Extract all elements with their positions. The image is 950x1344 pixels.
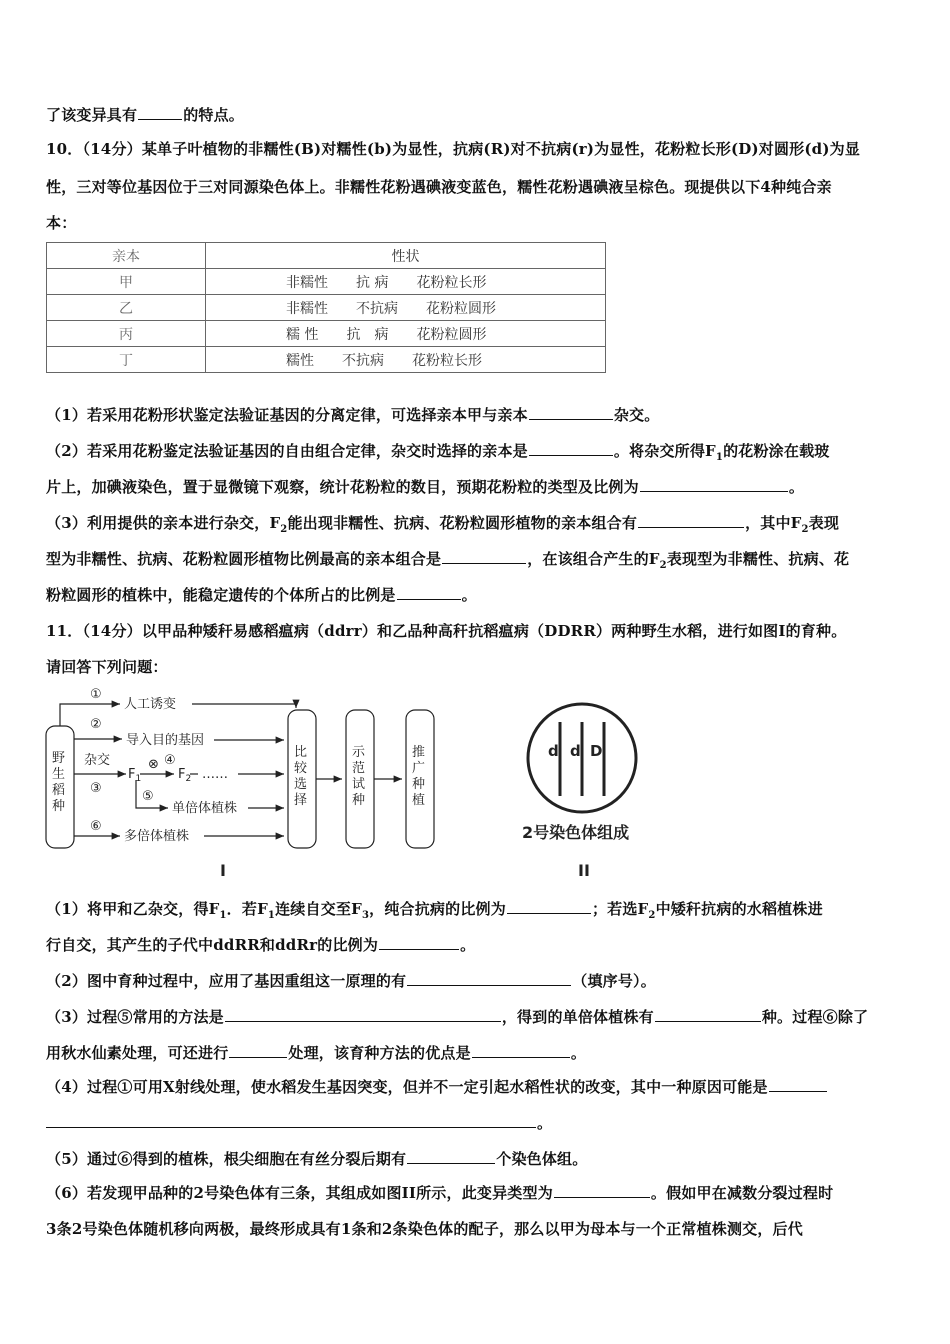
- fig-step-label: $F_1$: [128, 767, 142, 784]
- answer-blank[interactable]: [529, 442, 613, 456]
- chromosome-figure: [500, 700, 660, 890]
- fig1-caption: I: [220, 861, 226, 880]
- q10-sub1: （1）若采用花粉形状鉴定法验证基因的分离定律，可选择亲本甲与亲本 杂交。: [46, 406, 660, 424]
- table-row: [47, 321, 606, 347]
- fig-step-label: 人工诱变: [124, 697, 177, 712]
- q11-sub4-line2: 。: [46, 1112, 552, 1133]
- fig-box-text: 比较选择: [294, 745, 308, 808]
- table-row: [47, 269, 606, 295]
- q10-line2: 性，三对等位基因位于三对同源染色体上。非糯性花粉遇碘液变蓝色，糯性花粉遇碘液呈棕色。现提供以下4种纯合亲: [46, 178, 832, 196]
- header-parent: 亲本: [47, 243, 206, 269]
- traits-cell: 糯 性 抗 病 花粉粒圆形: [206, 321, 606, 347]
- answer-blank[interactable]: [46, 1114, 536, 1128]
- answer-blank[interactable]: [472, 1044, 570, 1058]
- answer-blank[interactable]: [407, 972, 571, 986]
- answer-blank[interactable]: [379, 936, 459, 950]
- answer-blank[interactable]: [554, 1184, 650, 1198]
- fig-step-label: ④: [164, 753, 176, 768]
- traits-cell: 非糯性 抗 病 花粉粒长形: [206, 269, 606, 295]
- header-traits: 性状: [206, 243, 606, 269]
- q11-sub1-line2: 行自交，其产生的子代中ddRR和ddRr的比例为 。: [46, 936, 476, 954]
- fig-step-label: ③: [90, 781, 102, 796]
- q11-sub6-line2: 3条2号染色体随机移向两极，最终形成具有1条和2条染色体的配子，那么以甲为母本与一个正常植株测交，后代: [46, 1220, 803, 1238]
- fig-box-text: 推广种植: [412, 745, 426, 808]
- q10-sub3-line2: 型为非糯性、抗病、花粉粒圆形植物比例最高的亲本组合是 ，在该组合产生的$F_2$表现型为非糯性、抗病、花: [46, 550, 850, 571]
- table-row: [47, 347, 606, 373]
- answer-blank[interactable]: [442, 550, 526, 564]
- fig-box-text: 示范试种: [352, 745, 366, 808]
- table-row: [47, 295, 606, 321]
- q10-line1: 10．（14分）某单子叶植物的非糯性(B)对糯性(b)为显性，抗病(R)对不抗病(r)为显性，花粉粒长形(D)对圆形(d)为显: [46, 140, 861, 158]
- parent-traits-table: [46, 242, 606, 373]
- fig2-title: 2号染色体组成: [522, 823, 630, 842]
- fig-step-label: 单倍体植株: [172, 801, 238, 816]
- gene-label: D: [590, 742, 603, 760]
- answer-blank[interactable]: [769, 1078, 827, 1092]
- answer-blank[interactable]: [507, 900, 591, 914]
- answer-blank[interactable]: [397, 586, 461, 600]
- q10-sub3-line3: 粉粒圆形的植株中，能稳定遗传的个体所占的比例是 。: [46, 586, 477, 604]
- q10-line3: 本：: [46, 214, 77, 232]
- answer-blank[interactable]: [229, 1044, 287, 1058]
- q11-line2: 请回答下列问题：: [46, 658, 168, 676]
- q11-sub4: （4）过程①可用X射线处理，使水稻发生基因突变，但并不一定引起水稻性状的改变，其中一种原因可能是: [46, 1076, 828, 1097]
- q11-sub6: （6）若发现甲品种的2号染色体有三条，其组成如图II所示，此变异类型为 。假如甲在减数分裂过程时: [46, 1184, 834, 1202]
- q11-line1: 11．（14分）以甲品种矮秆易感稻瘟病（ddrr）和乙品种高秆抗稻瘟病（DDRR）两种野生水稻，进行如图I的育种。: [46, 622, 847, 640]
- fig-step-label: ②: [90, 717, 102, 732]
- answer-blank[interactable]: [638, 514, 744, 528]
- fig-step-label: $F_2$: [178, 767, 192, 784]
- fig-step-label: ⊗: [148, 757, 159, 772]
- q11-sub2: （2）图中育种过程中，应用了基因重组这一原理的有 （填序号）。: [46, 972, 656, 990]
- fig-step-label: 导入目的基因: [126, 733, 205, 748]
- answer-blank[interactable]: [407, 1150, 495, 1164]
- fig-step-label: ⑤: [142, 789, 154, 804]
- fig-step-label: 杂交: [84, 753, 111, 768]
- traits-cell: 糯性 不抗病 花粉粒长形: [206, 347, 606, 373]
- answer-blank[interactable]: [529, 406, 613, 420]
- traits-cell: 非糯性 不抗病 花粉粒圆形: [206, 295, 606, 321]
- intro-line: 了该变异具有 的特点。: [46, 106, 245, 124]
- gene-label: d: [548, 742, 559, 760]
- parent-cell: 丁: [47, 347, 206, 373]
- q10-sub2: （2）若采用花粉鉴定法验证基因的自由组合定律，杂交时选择的亲本是 。将杂交所得$F_1$的花粉涂在载玻: [46, 442, 830, 463]
- breeding-flow-figure: [44, 684, 444, 884]
- parent-cell: 甲: [47, 269, 206, 295]
- fig-step-label: ①: [90, 687, 102, 702]
- fig2-caption: II: [578, 861, 590, 880]
- parent-cell: 乙: [47, 295, 206, 321]
- q10-sub3: （3）利用提供的亲本进行杂交，$F_2$能出现非糯性、抗病、花粉粒圆形植物的亲本组合有 ，其中$F_2$表现: [46, 514, 840, 535]
- fig-step-label: 多倍体植株: [124, 829, 190, 844]
- gene-label: d: [570, 742, 581, 760]
- q11-sub3: （3）过程⑤常用的方法是 ，得到的单倍体植株有 种。过程⑥除了: [46, 1008, 869, 1026]
- q11-sub3-line2: 用秋水仙素处理，可还进行 处理，该育种方法的优点是 。: [46, 1044, 587, 1062]
- answer-blank[interactable]: [225, 1008, 501, 1022]
- answer-blank[interactable]: [640, 478, 788, 492]
- table-header-row: [47, 243, 606, 269]
- q11-sub5: （5）通过⑥得到的植株，根尖细胞在有丝分裂后期有 个染色体组。: [46, 1150, 588, 1168]
- parent-cell: 丙: [47, 321, 206, 347]
- fig-step-label: ……: [202, 767, 228, 782]
- fig-box-text: 野生稻种: [52, 751, 66, 814]
- answer-blank[interactable]: [655, 1008, 761, 1022]
- answer-blank[interactable]: [138, 106, 182, 120]
- fig-step-label: ⑥: [90, 819, 102, 834]
- q10-sub2-line2: 片上，加碘液染色，置于显微镜下观察，统计花粉粒的数目，预期花粉粒的类型及比例为 。: [46, 478, 805, 496]
- q11-sub1: （1）将甲和乙杂交，得$F_1$．若$F_1$连续自交至$F_3$，纯合抗病的比例为 ；若选$F_2$中矮秆抗病的水稻植株进: [46, 900, 823, 921]
